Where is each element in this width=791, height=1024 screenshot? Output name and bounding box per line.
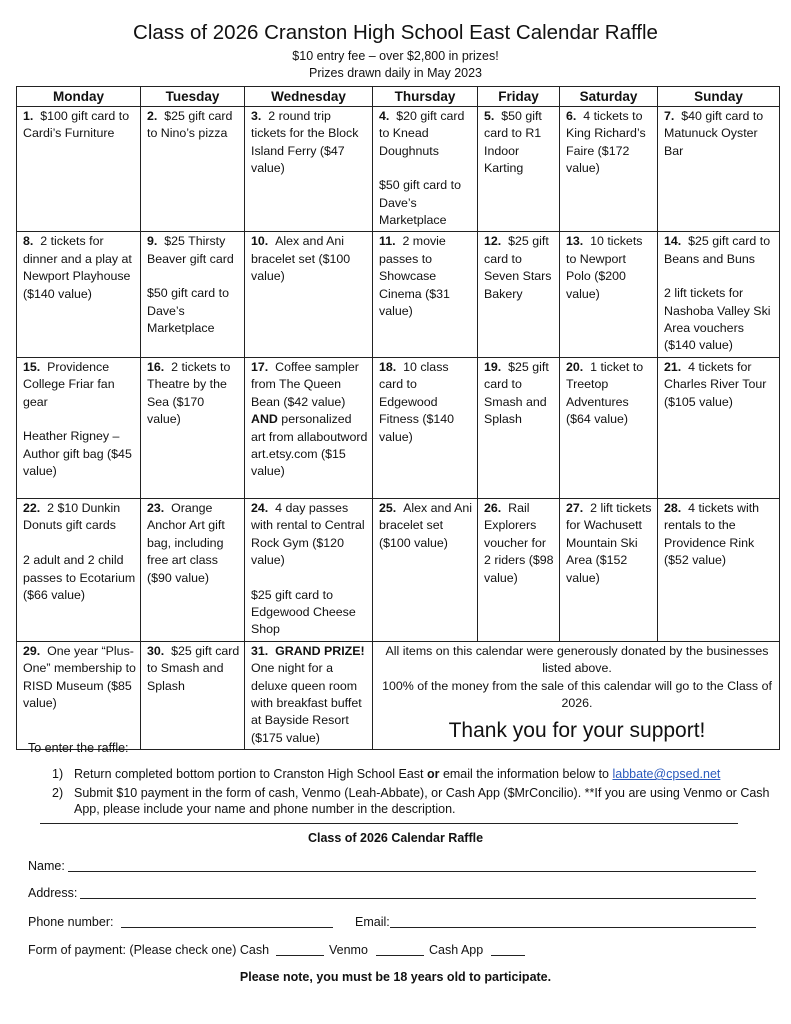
step-or: or xyxy=(426,767,440,781)
prize-description: Coffee sampler from The Queen Bean ($42 value) xyxy=(251,359,359,409)
prize-description: $25 gift card to Seven Stars Bakery xyxy=(484,234,552,301)
calendar-day-cell xyxy=(245,641,373,749)
donation-line: All items on this calendar were generously donated by the businesses listed above. xyxy=(385,643,769,676)
calendar-week-row xyxy=(17,232,780,357)
prize-description: Heather Rigney – Author gift bag ($45 value) xyxy=(23,429,132,478)
entry-steps xyxy=(28,766,780,820)
day-number: 31. xyxy=(251,643,269,658)
prize-description: 4 tickets for Charles River Tour ($105 value) xyxy=(664,359,767,409)
prize-text xyxy=(23,233,136,303)
calendar-day-cell xyxy=(373,498,478,641)
day-number: 3. xyxy=(251,109,262,123)
prize-description: 1 ticket to Treetop Adventures ($64 value) xyxy=(566,359,644,427)
prize-description: Alex and Ani bracelet set ($100 value) xyxy=(251,234,351,284)
calendar-day-cell xyxy=(658,498,780,641)
prize-description: $25 gift card to Smash and Splash xyxy=(484,359,549,427)
phone-label: Phone number: xyxy=(28,915,114,929)
weekday-header: Wednesday xyxy=(245,87,373,107)
prize-text xyxy=(664,108,775,160)
prize-description: $25 gift card to Smash and Splash xyxy=(147,643,240,693)
calendar-day-cell xyxy=(373,357,478,498)
prize-text xyxy=(23,643,136,713)
email-label: Email: xyxy=(355,915,390,929)
day-number: 2. xyxy=(147,109,158,123)
prize-text xyxy=(147,233,240,268)
cashapp-label: Cash App xyxy=(429,943,484,957)
calendar-day-cell xyxy=(17,641,141,749)
calendar-day-cell xyxy=(141,641,245,749)
calendar-day-cell xyxy=(245,232,373,357)
prize-calendar xyxy=(16,86,780,750)
prize-description: 4 tickets with rentals to the Providence Rink ($52 value) xyxy=(664,500,760,568)
enter-raffle-heading: To enter the raffle: xyxy=(28,741,129,755)
prize-text xyxy=(251,108,368,178)
phone-field[interactable] xyxy=(121,927,333,928)
prize-description: $50 gift card to R1 Indoor Karting xyxy=(484,109,542,176)
prize-text xyxy=(566,500,653,587)
weekday-header: Friday xyxy=(478,87,560,107)
prize-description: Alex and Ani bracelet set ($100 value) xyxy=(379,500,473,550)
prize-text xyxy=(484,233,555,303)
calendar-day-cell xyxy=(373,107,478,232)
prize-text xyxy=(251,233,368,285)
prize-text xyxy=(379,233,473,320)
day-number: 12. xyxy=(484,234,502,249)
day-number: 7. xyxy=(664,109,675,123)
prize-text xyxy=(664,500,775,570)
form-title: Class of 2026 Calendar Raffle xyxy=(307,831,484,845)
prize-description: $20 gift card to Knead Doughnuts xyxy=(379,109,465,158)
prize-text xyxy=(566,359,653,429)
venmo-label: Venmo xyxy=(329,943,368,957)
entry-step-1 xyxy=(28,766,780,783)
calendar-day-cell xyxy=(17,357,141,498)
day-number: 13. xyxy=(566,234,584,249)
prize-description: Rail Explorers voucher for 2 riders ($98 value) xyxy=(484,500,554,585)
calendar-day-cell xyxy=(141,232,245,357)
day-number: 17. xyxy=(251,359,269,374)
email-link[interactable]: labbate@cpsed.net xyxy=(612,767,721,781)
calendar-day-cell xyxy=(478,357,560,498)
calendar-day-cell xyxy=(373,232,478,357)
prize-description: $50 gift card to Dave’s Marketplace xyxy=(379,178,461,228)
calendar-day-cell xyxy=(478,232,560,357)
day-number: 10. xyxy=(251,234,269,249)
step-marker: 2) xyxy=(52,785,64,800)
prize-text xyxy=(147,643,240,695)
day-number: 11. xyxy=(379,234,396,249)
calendar-day-cell xyxy=(245,498,373,641)
prize-text xyxy=(566,108,653,178)
calendar-week-row xyxy=(17,107,780,232)
prize-description: 2 $10 Dunkin Donuts gift cards 2 adult and 2 child passes to Ecotarium ($66 value) xyxy=(23,500,136,602)
prize-text xyxy=(566,233,653,303)
day-number: 24. xyxy=(251,500,269,515)
prize-description: 2 movie passes to Showcase Cinema ($31 value) xyxy=(379,234,450,319)
calendar-week-row xyxy=(17,498,780,641)
prize-description: One year “Plus-One” membership to RISD Museum ($85 value) xyxy=(23,643,136,710)
cut-line xyxy=(40,823,738,824)
prize-description: 10 tickets to Newport Polo ($200 value) xyxy=(566,234,643,301)
donation-line: 100% of the money from the sale of this calendar will go to the Class of 2026. xyxy=(382,678,772,710)
name-row xyxy=(28,858,758,874)
day-number: 20. xyxy=(566,359,584,374)
day-number: 30. xyxy=(147,643,165,658)
day-number: 4. xyxy=(379,109,390,123)
prize-description: $50 gift card to Dave’s Marketplace xyxy=(147,286,229,336)
prize-description: 2 tickets for dinner and a play at Newport Playhouse ($140 value) xyxy=(23,234,132,301)
day-number: 9. xyxy=(147,234,158,249)
prize-description: $25 gift card to Nino’s pizza xyxy=(147,109,233,141)
day-number: 26. xyxy=(484,500,502,515)
prize-description: 10 class card to Edgewood Fitness ($140 value) xyxy=(379,359,455,444)
calendar-day-cell xyxy=(478,498,560,641)
day-number: 16. xyxy=(147,359,165,374)
day-number: 22. xyxy=(23,500,41,515)
step-text: Return completed bottom portion to Cranston High School East xyxy=(74,767,427,781)
prize-text xyxy=(23,428,136,480)
calendar-day-cell xyxy=(560,498,658,641)
venmo-checkbox-line[interactable] xyxy=(376,955,424,956)
prize-text xyxy=(664,285,775,355)
cashapp-checkbox-line[interactable] xyxy=(491,955,525,956)
day-number: 23. xyxy=(147,500,165,515)
prize-text xyxy=(251,587,368,639)
day-number: 27. xyxy=(566,500,584,515)
calendar-day-cell xyxy=(478,107,560,232)
age-note: Please note, you must be 18 years old to participate. xyxy=(239,970,552,984)
prize-description: 2 lift tickets for Wachusett Mountain Ski Area ($152 value) xyxy=(566,500,652,585)
day-number: 25. xyxy=(379,500,397,515)
prize-description: $25 gift card to Beans and Buns xyxy=(664,234,771,266)
prize-description: $100 gift card to Cardi’s Furniture xyxy=(23,109,130,141)
day-number: 1. xyxy=(23,109,34,123)
prize-text xyxy=(484,359,555,429)
prize-description: 4 tickets to King Richard’s Faire ($172 value) xyxy=(566,109,646,176)
prize-description: 2 lift tickets for Nashoba Valley Ski Area vouchers ($140 value) xyxy=(664,286,771,353)
calendar-day-cell xyxy=(658,232,780,357)
entry-fee-subtitle: $10 entry fee – over $2,800 in prizes! xyxy=(292,49,499,63)
address-row xyxy=(28,885,758,901)
day-number: 18. xyxy=(379,359,397,374)
page-title: Class of 2026 Cranston High School East Calendar Raffle xyxy=(133,21,658,44)
calendar-day-cell xyxy=(17,498,141,641)
prize-text xyxy=(484,108,555,178)
address-label: Address: xyxy=(28,886,78,900)
calendar-day-cell xyxy=(658,107,780,232)
step-text: Submit $10 payment in the form of cash, Venmo (Leah-Abbate), or Cash App ($MrConcilio). **If you are using Venmo or Cash App, please include your name and phone number in the description. xyxy=(74,785,770,816)
day-number: 6. xyxy=(566,109,577,123)
calendar-week-row xyxy=(17,641,780,749)
prize-description: Providence College Friar fan gear xyxy=(23,359,115,409)
donation-message xyxy=(373,641,780,749)
thank-you-message: Thank you for your support! xyxy=(448,719,706,743)
weekday-header-row xyxy=(17,87,780,107)
drawing-subtitle: Prizes drawn daily in May 2023 xyxy=(309,66,482,80)
step-text: email the information below to xyxy=(439,767,613,781)
calendar-day-cell xyxy=(17,232,141,357)
prize-text xyxy=(484,500,555,587)
prize-text xyxy=(251,500,368,570)
payment-row xyxy=(28,942,758,958)
prize-description: $40 gift card to Matunuck Oyster Bar xyxy=(664,109,764,158)
prize-text xyxy=(379,500,473,552)
email-field[interactable] xyxy=(390,927,756,928)
day-number: 29. xyxy=(23,643,41,658)
calendar-week-row xyxy=(17,357,780,498)
prize-text xyxy=(379,359,473,446)
calendar-day-cell xyxy=(17,107,141,232)
prize-description: Orange Anchor Art gift bag, including free art class ($90 value) xyxy=(147,500,225,585)
address-field[interactable] xyxy=(80,898,756,899)
day-number: 5. xyxy=(484,109,495,123)
prize-description: $25 gift card to Edgewood Cheese Shop xyxy=(251,587,356,637)
calendar-day-cell xyxy=(658,357,780,498)
calendar-day-cell xyxy=(560,107,658,232)
calendar-day-cell xyxy=(141,357,245,498)
day-number: 14. xyxy=(664,234,682,249)
prize-text xyxy=(379,108,473,160)
weekday-header: Sunday xyxy=(658,87,780,107)
calendar-day-cell xyxy=(245,107,373,232)
payment-label: Form of payment: (Please check one) Cash xyxy=(28,943,270,957)
prize-description: One night for a deluxe queen room with breakfast buffet at Bayside Resort ($175 value) xyxy=(251,661,362,745)
weekday-header: Tuesday xyxy=(141,87,245,107)
prize-text xyxy=(664,359,775,411)
calendar-day-cell xyxy=(560,232,658,357)
prize-text xyxy=(379,177,473,229)
prize-description: 4 day passes with rental to Central Rock Gym ($120 value) xyxy=(251,500,365,568)
prize-text xyxy=(147,500,240,587)
prize-text xyxy=(147,359,240,429)
prize-text xyxy=(251,359,368,481)
prize-text xyxy=(664,233,775,268)
emphasis-and: AND xyxy=(251,412,278,427)
calendar-body xyxy=(17,107,780,750)
calendar-day-cell xyxy=(141,107,245,232)
name-label: Name: xyxy=(28,859,65,873)
phone-email-row xyxy=(28,914,758,930)
prize-text xyxy=(251,643,368,747)
calendar-day-cell xyxy=(245,357,373,498)
day-number: 15. xyxy=(23,359,41,374)
entry-step-2 xyxy=(28,785,780,818)
prize-description: 2 tickets to Theatre by the Sea ($170 value) xyxy=(147,359,231,427)
prize-text xyxy=(147,108,240,143)
day-number: 28. xyxy=(664,500,682,515)
prize-text xyxy=(23,500,136,604)
day-number: 19. xyxy=(484,359,502,374)
weekday-header: Monday xyxy=(17,87,141,107)
prize-text xyxy=(23,108,136,143)
calendar-day-cell xyxy=(141,498,245,641)
prize-text xyxy=(147,285,240,337)
grand-prize-label: GRAND PRIZE! xyxy=(275,643,365,658)
calendar-day-cell xyxy=(560,357,658,498)
day-number: 21. xyxy=(664,359,682,374)
prize-description: personalized art from allaboutword art.etsy.com ($15 value) xyxy=(251,412,368,479)
step-marker: 1) xyxy=(52,767,64,781)
weekday-header: Saturday xyxy=(560,87,658,107)
weekday-header: Thursday xyxy=(373,87,478,107)
day-number: 8. xyxy=(23,234,34,249)
prize-text xyxy=(23,359,136,411)
prize-description: 2 round trip tickets for the Block Island Ferry ($47 value) xyxy=(251,109,359,176)
cash-checkbox-line[interactable] xyxy=(276,955,324,956)
name-field[interactable] xyxy=(68,871,756,872)
prize-description: $25 Thirsty Beaver gift card xyxy=(147,234,234,266)
